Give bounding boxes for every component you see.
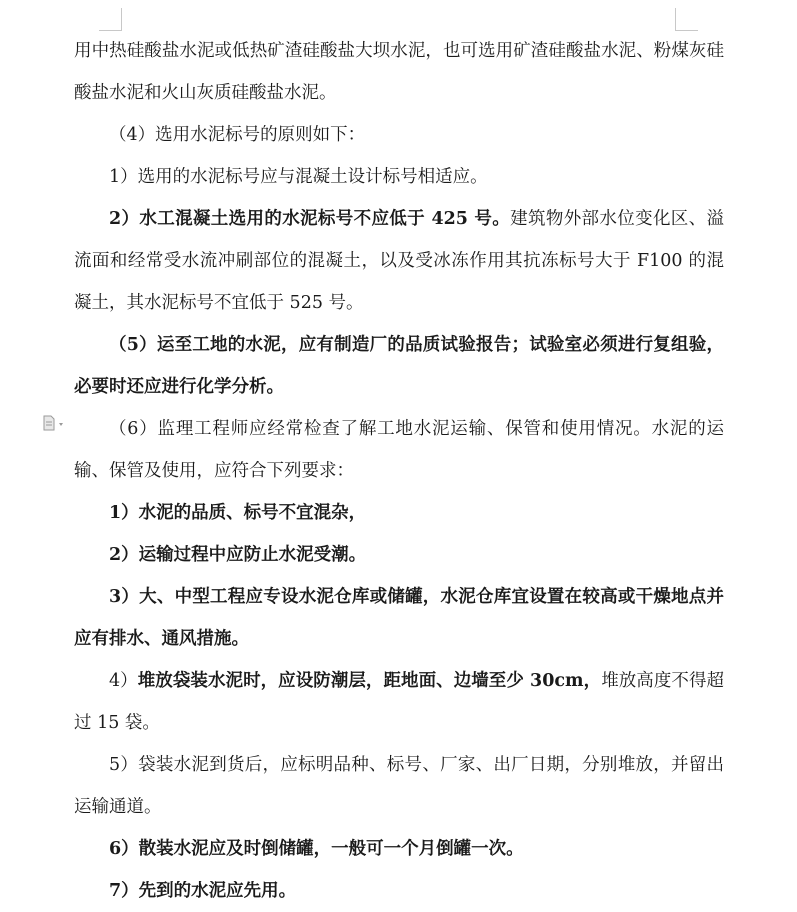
paragraph <box>74 408 724 492</box>
text-run: 2）水工混凝土选用的水泥标号不应低于 425 号。 <box>109 209 511 229</box>
paragraph-handle-icon[interactable] <box>42 415 68 431</box>
text-run: 用中热硅酸盐水泥或低热矿渣硅酸盐大坝水泥，也可选用矿渣硅酸盐水泥、粉煤灰硅酸盐水泥和火山灰质硅酸盐水泥。 <box>74 41 724 103</box>
page-corner-mark-top-left <box>99 8 122 31</box>
paragraph <box>74 324 724 408</box>
paragraph <box>74 492 724 534</box>
paragraph <box>74 30 724 114</box>
paragraph <box>74 576 724 660</box>
text-run: 堆放高度不得超过 15 袋。 <box>74 671 725 733</box>
text-run: 3）大、中型工程应专设水泥仓库或储罐，水泥仓库宜设置在较高或干燥地点并应有排水、通风措施。 <box>74 587 724 649</box>
text-run: （4）选用水泥标号的原则如下： <box>109 125 366 145</box>
text-run: 6）散装水泥应及时倒储罐，一般可一个月倒罐一次。 <box>109 839 524 859</box>
text-run: 4） <box>109 671 138 691</box>
text-run: 7）先到的水泥应先用。 <box>109 881 297 901</box>
text-run: 5）袋装水泥到货后，应标明品种、标号、厂家、出厂日期，分别堆放，并留出运输通道。 <box>74 755 724 817</box>
text-run: 建筑物外部水位变化区、溢流面和经常受水流冲刷部位的混凝土，以及受冰冻作用其抗冻标号大于 F100 的混凝土，其水泥标号不宜低于 525 号。 <box>74 209 725 313</box>
text-run: （5）运至工地的水泥，应有制造厂的品质试验报告；试验室必须进行复组验，必要时还应进行化学分析。 <box>74 335 724 397</box>
document-page <box>74 30 724 912</box>
paragraph <box>74 114 724 156</box>
page-corner-mark-top-right <box>675 8 698 31</box>
paragraph <box>74 660 724 744</box>
paragraph <box>74 534 724 576</box>
text-run: 2）运输过程中应防止水泥受潮。 <box>109 545 367 565</box>
paragraph <box>74 744 724 828</box>
text-run: 1）水泥的品质、标号不宜混杂， <box>109 503 367 523</box>
paragraph <box>74 198 724 324</box>
page-bottom-clip <box>0 860 797 881</box>
text-run: （6）监理工程师应经常检查了解工地水泥运输、保管和使用情况。水泥的运输、保管及使用，应符合下列要求： <box>74 419 724 481</box>
text-run: 堆放袋装水泥时，应设防潮层，距地面、边墙至少 30cm， <box>137 671 602 691</box>
paragraph <box>74 156 724 198</box>
text-run: 1）选用的水泥标号应与混凝土设计标号相适应。 <box>109 167 488 187</box>
